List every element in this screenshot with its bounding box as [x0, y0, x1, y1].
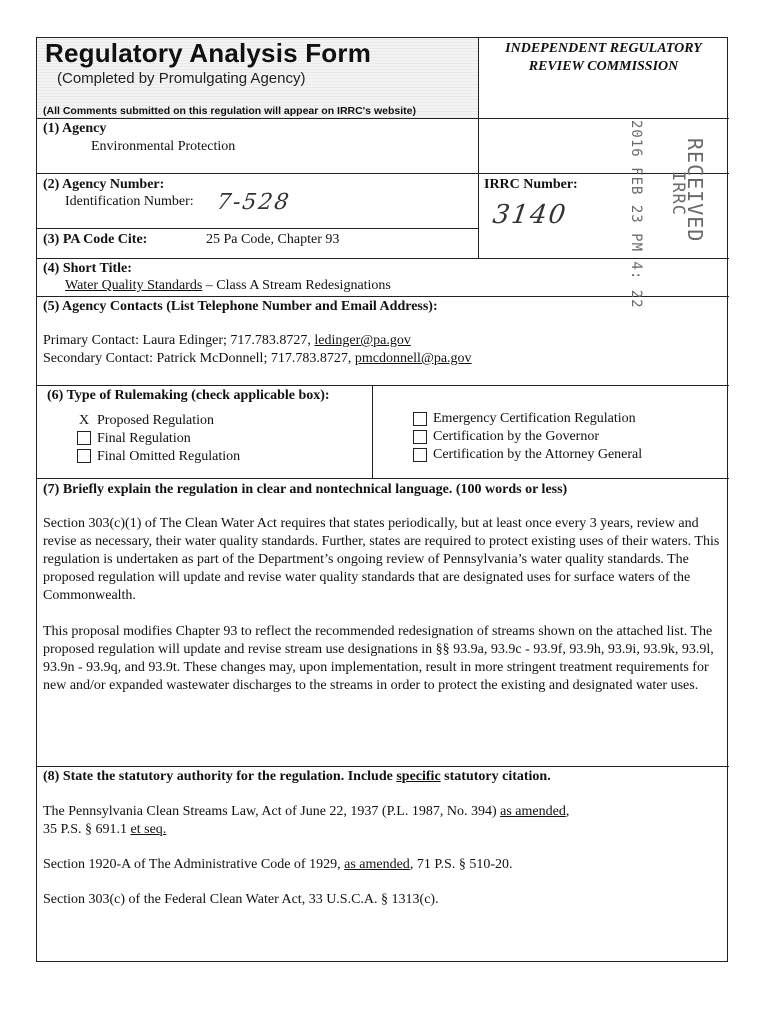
checked-mark: X — [79, 413, 90, 428]
column-divider — [478, 38, 479, 258]
citation-2-as-amended: as amended — [344, 857, 410, 872]
secondary-contact — [43, 351, 472, 367]
authority-label-c: statutory citation. — [440, 769, 551, 784]
divider-line — [37, 118, 729, 119]
rulemaking-label: (6) Type of Rulemaking (check applicable box): — [47, 388, 330, 403]
irrc-number-handwritten: 3140 — [490, 200, 570, 230]
authority-citation-2 — [43, 856, 723, 874]
received-stamp: RECEIVED — [683, 138, 707, 243]
pa-code-label: (3) PA Code Cite: — [43, 232, 148, 247]
short-title-rest: – Class A Stream Redesignations — [202, 278, 391, 293]
form-title: Regulatory Analysis Form — [45, 38, 372, 68]
divider-line — [37, 228, 478, 229]
primary-contact-text: Primary Contact: Laura Edinger; 717.783.8727, — [43, 333, 315, 348]
rulemaking-divider — [372, 385, 373, 478]
option-final-omitted-regulation[interactable]: Final Omitted Regulation — [97, 449, 241, 464]
option-final-regulation[interactable]: Final Regulation — [97, 431, 191, 446]
secondary-contact-text: Secondary Contact: Patrick McDonnell; 717.783.8727, — [43, 351, 355, 366]
citation-1-ps: 35 P.S. § 691.1 — [43, 822, 131, 837]
option-proposed-regulation[interactable]: Proposed Regulation — [97, 413, 215, 428]
citation-1-as-amended: as amended — [500, 804, 566, 819]
identification-number-label: Identification Number: — [65, 194, 194, 209]
citation-2-text: Section 1920-A of The Administrative Code of 1929, — [43, 857, 345, 872]
citation-1-et-seq: et seq. — [130, 822, 167, 837]
irrc-stamp: IRRC — [668, 171, 688, 216]
authority-citation-1 — [43, 803, 723, 839]
divider-line — [37, 296, 729, 297]
option-emergency-certification[interactable]: Emergency Certification Regulation — [433, 411, 636, 426]
citation-1-text: The Pennsylvania Clean Streams Law, Act of June 22, 1937 (P.L. 1987, No. 394) — [43, 804, 501, 819]
short-title-underlined: Water Quality Standards — [65, 278, 203, 293]
primary-contact-email[interactable]: ledinger@pa.gov — [314, 333, 411, 348]
irrc-number-label: IRRC Number: — [484, 177, 578, 192]
irrc-header-line1: INDEPENDENT REGULATORY — [505, 41, 702, 56]
regulatory-analysis-form — [36, 37, 728, 962]
checkbox-emergency-certification[interactable] — [413, 412, 427, 426]
agency-value: Environmental Protection — [91, 139, 236, 154]
short-title-value — [65, 278, 391, 294]
agency-label: (1) Agency — [43, 121, 107, 136]
explain-label: (7) Briefly explain the regulation in clear and nontechnical language. (100 words or less) — [43, 482, 568, 497]
short-title-label: (4) Short Title: — [43, 261, 132, 276]
pa-code-value: 25 Pa Code, Chapter 93 — [206, 232, 340, 247]
divider-line — [37, 478, 729, 479]
explain-paragraph-2: This proposal modifies Chapter 93 to reflect the recommended redesignation of streams shown on the attached list. The proposed regulation will update and revise stream use designations in §§ 93.9a, 93.9c - 93.9f, 93.9h, 93.9i, 93.9k, 93.9l, 93.9n - 93.9q, and 93.9t. These changes may, upon implementation, result in more stringent treatment requirements for new and/or expanded wastewater discharges to the streams in order to protect the existing and designated water uses. — [43, 624, 714, 693]
contacts-label: (5) Agency Contacts (List Telephone Number and Email Address): — [43, 299, 438, 314]
received-date-stamp: 2016 FEB 23 PM 4: 22 — [628, 120, 644, 309]
authority-label-specific: specific — [396, 769, 441, 784]
checkbox-final-regulation[interactable] — [77, 431, 91, 445]
checkbox-final-omitted-regulation[interactable] — [77, 449, 91, 463]
identification-number-handwritten: 7-528 — [215, 190, 293, 215]
divider-line — [37, 173, 729, 174]
divider-line — [37, 385, 729, 386]
divider-line — [37, 766, 729, 767]
explain-paragraph-1: Section 303(c)(1) of The Clean Water Act requires that states periodically, but at least once every 3 years, review and revise as necessary, their water quality standards. Further, states are required to protect existing uses of their waters. This regulation is undertaken as part of the Department’s ongoing review of Pennsylvania’s water quality standards. The proposed regulation will update and revise water quality standards that are designated uses for surface waters of the Commonwealth. — [43, 516, 720, 603]
irrc-header-line2: REVIEW COMMISSION — [528, 59, 679, 74]
authority-label-a: (8) State the statutory authority for the regulation. Include — [43, 769, 397, 784]
irrc-header — [478, 38, 729, 76]
citation-1-comma: , — [565, 804, 570, 819]
agency-number-label: (2) Agency Number: — [43, 177, 165, 192]
citation-2-rest: , 71 P.S. § 510-20. — [409, 857, 513, 872]
option-certification-governor[interactable]: Certification by the Governor — [433, 429, 600, 444]
authority-citation-3: Section 303(c) of the Federal Clean Water Act, 33 U.S.C.A. § 1313(c). — [43, 892, 439, 907]
form-subtitle: (Completed by Promulgating Agency) — [57, 70, 306, 87]
divider-line — [37, 258, 729, 259]
checkbox-certification-attorney-general[interactable] — [413, 448, 427, 462]
option-certification-attorney-general[interactable]: Certification by the Attorney General — [433, 447, 643, 462]
secondary-contact-email[interactable]: pmcdonnell@pa.gov — [354, 351, 472, 366]
checkbox-certification-governor[interactable] — [413, 430, 427, 444]
authority-label — [43, 769, 551, 785]
primary-contact — [43, 333, 411, 349]
comments-note: (All Comments submitted on this regulation will appear on IRRC's website) — [43, 105, 416, 117]
